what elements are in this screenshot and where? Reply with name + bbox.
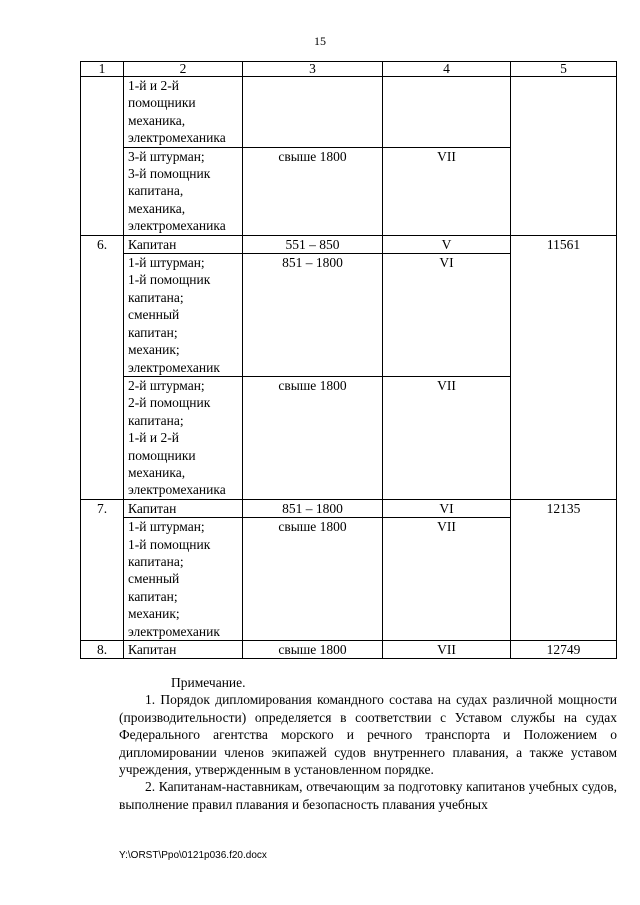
position-cell — [124, 499, 243, 517]
power-cell: свыше 1800 — [243, 147, 383, 235]
position-line: сменный — [128, 571, 180, 587]
position-line: электромеханика — [128, 482, 226, 498]
table-row — [81, 77, 617, 148]
position-line: механика, — [128, 200, 186, 216]
page-number: 15 — [314, 34, 326, 48]
position-cell — [124, 147, 243, 235]
group-cell: VII — [383, 147, 511, 235]
position-line: капитана; — [128, 553, 184, 569]
group-cell: VII — [383, 641, 511, 659]
position-cell — [124, 235, 243, 253]
group-cell: VI — [383, 499, 511, 517]
row-number-cell: 7. — [81, 499, 124, 640]
header-cell: 3 — [243, 62, 383, 77]
group-cell — [383, 77, 511, 148]
position-line: сменный — [128, 307, 180, 323]
group-cell: VI — [383, 254, 511, 377]
file-path-footer: Y:\ORST\Ppo\0121p036.f20.docx — [119, 850, 267, 861]
position-cell — [124, 641, 243, 659]
power-cell: свыше 1800 — [243, 518, 383, 641]
position-line: Капитан — [128, 500, 177, 516]
position-line: помощники — [128, 447, 196, 463]
position-line: капитана, — [128, 183, 184, 199]
header-row — [81, 62, 617, 77]
power-cell: 851 – 1800 — [243, 499, 383, 517]
position-line: механик; — [128, 606, 180, 622]
salary-cell — [511, 77, 617, 236]
table-row — [81, 641, 617, 659]
position-line: 1-й помощник — [128, 536, 211, 552]
position-line: 1-й и 2-й — [128, 430, 179, 446]
position-line: капитан; — [128, 324, 178, 340]
header-cell: 1 — [81, 62, 124, 77]
position-cell — [124, 376, 243, 499]
salary-cell: 12749 — [511, 641, 617, 659]
position-line: капитана; — [128, 412, 184, 428]
position-line: электромеханик — [128, 359, 220, 375]
power-cell — [243, 77, 383, 148]
position-line: капитана; — [128, 289, 184, 305]
power-cell: 851 – 1800 — [243, 254, 383, 377]
group-cell: VII — [383, 376, 511, 499]
power-cell: свыше 1800 — [243, 641, 383, 659]
note-item: 1. Порядок дипломирования командного состава на судах различной мощности (производительности) определяется в соответствии с Уставом службы на судах Федерального агентства морского и речного транспорта и Положением о дипломировании членов экипажей судов внутреннего плавания, а также уставом учреждения, утвержденным в установленном порядке. — [119, 692, 617, 778]
note-item: 2. Капитанам-наставникам, отвечающим за подготовку капитанов учебных судов, выполнение правил плавания и безопасность плавания учебных — [119, 779, 617, 812]
position-line: 1-й штурман; — [128, 519, 205, 535]
position-line: 2-й штурман; — [128, 377, 205, 393]
position-line: 1-й штурман; — [128, 255, 205, 271]
position-line: 1-й и 2-й — [128, 78, 179, 93]
position-line: 3-й штурман; — [128, 148, 205, 164]
salary-table — [80, 61, 617, 659]
table-body — [81, 62, 617, 659]
position-line: 1-й помощник — [128, 272, 211, 288]
position-cell — [124, 77, 243, 148]
position-cell — [124, 254, 243, 377]
power-cell: свыше 1800 — [243, 376, 383, 499]
position-line: электромеханик — [128, 623, 220, 639]
position-cell — [124, 518, 243, 641]
notes-title: Примечание. — [171, 675, 246, 690]
position-line: помощники — [128, 95, 196, 111]
position-line: механик; — [128, 342, 180, 358]
row-number-cell: 6. — [81, 235, 124, 499]
row-number-cell — [81, 77, 124, 236]
salary-cell: 12135 — [511, 499, 617, 640]
position-line: Капитан — [128, 236, 177, 252]
position-line: капитан; — [128, 588, 178, 604]
position-line: электромеханика — [128, 218, 226, 234]
header-cell: 4 — [383, 62, 511, 77]
row-number-cell: 8. — [81, 641, 124, 659]
header-cell: 5 — [511, 62, 617, 77]
salary-cell: 11561 — [511, 235, 617, 499]
position-line: механика, — [128, 112, 186, 128]
position-line: 3-й помощник — [128, 166, 211, 182]
table-row — [81, 235, 617, 253]
group-cell: VII — [383, 518, 511, 641]
notes-section — [119, 674, 617, 813]
table-row — [81, 499, 617, 517]
header-cell: 2 — [124, 62, 243, 77]
position-line: электромеханика — [128, 130, 226, 146]
power-cell: 551 – 850 — [243, 235, 383, 253]
position-line: Капитан — [128, 642, 177, 657]
position-line: 2-й помощник — [128, 395, 211, 411]
group-cell: V — [383, 235, 511, 253]
position-line: механика, — [128, 464, 186, 480]
